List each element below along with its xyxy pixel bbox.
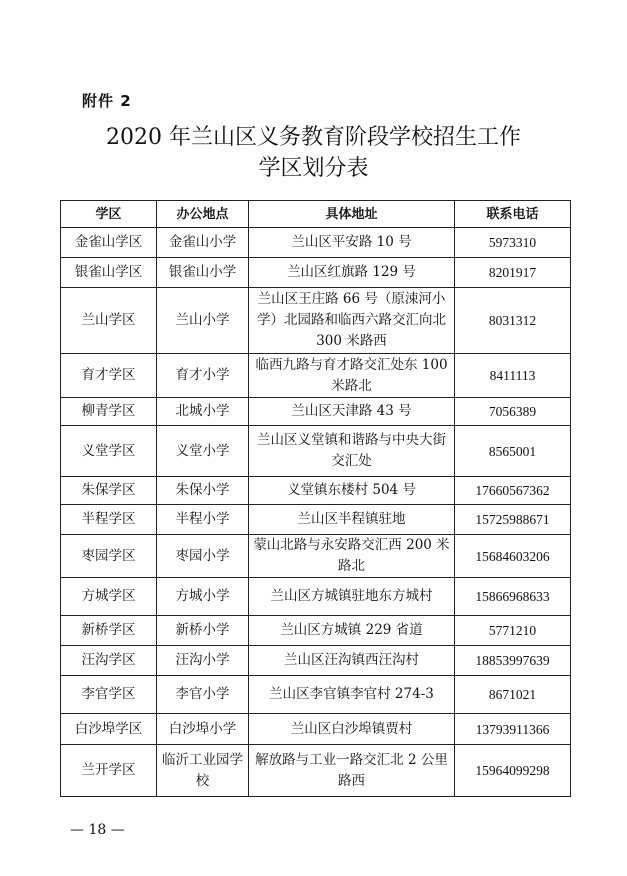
phone-cell: 15964099298 [455, 745, 571, 797]
table-row [61, 258, 571, 288]
table-row [61, 288, 571, 354]
header-phone: 联系电话 [455, 201, 571, 228]
address-cell: 兰山区白沙埠镇贾村 [249, 714, 455, 745]
office-cell: 朱保小学 [157, 477, 249, 505]
address-cell: 蒙山北路与永安路交汇西 200 米路北 [249, 535, 455, 578]
district-cell: 白沙埠学区 [61, 714, 157, 745]
office-cell: 兰山小学 [157, 288, 249, 354]
office-cell: 方城小学 [157, 578, 249, 616]
phone-cell: 18853997639 [455, 646, 571, 676]
address-cell: 兰山区王庄路 66 号（原涑河小学）北园路和临西六路交汇向北 300 米路西 [249, 288, 455, 354]
office-cell: 枣园小学 [157, 535, 249, 578]
phone-cell: 8031312 [455, 288, 571, 354]
header-office: 办公地点 [157, 201, 249, 228]
address-cell: 兰山区方城镇 229 省道 [249, 616, 455, 646]
district-cell: 金雀山学区 [61, 228, 157, 258]
address-cell: 兰山区义堂镇和谐路与中央大街交汇处 [249, 426, 455, 477]
table-row [61, 745, 571, 797]
address-cell: 临西九路与育才路交汇处东 100 米路北 [249, 354, 455, 398]
district-cell: 半程学区 [61, 505, 157, 535]
district-cell: 新桥学区 [61, 616, 157, 646]
table-row [61, 354, 571, 398]
phone-cell: 15684603206 [455, 535, 571, 578]
office-cell: 半程小学 [157, 505, 249, 535]
address-cell: 义堂镇东楼村 504 号 [249, 477, 455, 505]
phone-cell: 8411113 [455, 354, 571, 398]
district-cell: 义堂学区 [61, 426, 157, 477]
address-cell: 兰山区李官镇李官村 274-3 [249, 676, 455, 714]
district-cell: 方城学区 [61, 578, 157, 616]
district-cell: 枣园学区 [61, 535, 157, 578]
table-row [61, 578, 571, 616]
table-header-row [61, 201, 571, 228]
district-cell: 银雀山学区 [61, 258, 157, 288]
phone-cell: 15725988671 [455, 505, 571, 535]
document-title-line-1: 2020 年兰山区义务教育阶段学校招生工作 [106, 125, 521, 150]
phone-cell: 5771210 [455, 616, 571, 646]
address-cell: 解放路与工业一路交汇北 2 公里路西 [249, 745, 455, 797]
office-cell: 李官小学 [157, 676, 249, 714]
district-cell: 汪沟学区 [61, 646, 157, 676]
header-district: 学区 [61, 201, 157, 228]
district-cell: 兰开学区 [61, 745, 157, 797]
phone-cell: 15866968633 [455, 578, 571, 616]
table-row [61, 398, 571, 426]
district-cell: 兰山学区 [61, 288, 157, 354]
address-cell: 兰山区天津路 43 号 [249, 398, 455, 426]
office-cell: 新桥小学 [157, 616, 249, 646]
phone-cell: 17660567362 [455, 477, 571, 505]
office-cell: 临沂工业园学校 [157, 745, 249, 797]
office-cell: 白沙埠小学 [157, 714, 249, 745]
office-cell: 育才小学 [157, 354, 249, 398]
district-cell: 李官学区 [61, 676, 157, 714]
address-cell: 兰山区方城镇驻地东方城村 [249, 578, 455, 616]
header-address: 具体地址 [249, 201, 455, 228]
address-cell: 兰山区红旗路 129 号 [249, 258, 455, 288]
attachment-label: 附件 2 [82, 92, 132, 110]
table-row [61, 228, 571, 258]
school-district-table [60, 200, 571, 797]
phone-cell: 8565001 [455, 426, 571, 477]
address-cell: 兰山区半程镇驻地 [249, 505, 455, 535]
office-cell: 金雀山小学 [157, 228, 249, 258]
table-row [61, 616, 571, 646]
district-cell: 柳青学区 [61, 398, 157, 426]
table-row [61, 535, 571, 578]
table-row [61, 477, 571, 505]
address-cell: 兰山区汪沟镇西汪沟村 [249, 646, 455, 676]
document-title-line-2: 学区划分表 [258, 156, 369, 181]
phone-cell: 8201917 [455, 258, 571, 288]
office-cell: 银雀山小学 [157, 258, 249, 288]
table-row [61, 676, 571, 714]
office-cell: 汪沟小学 [157, 646, 249, 676]
phone-cell: 13793911366 [455, 714, 571, 745]
table-row [61, 426, 571, 477]
phone-cell: 5973310 [455, 228, 571, 258]
address-cell: 兰山区平安路 10 号 [249, 228, 455, 258]
phone-cell: 7056389 [455, 398, 571, 426]
table-row [61, 714, 571, 745]
table-row [61, 646, 571, 676]
office-cell: 北城小学 [157, 398, 249, 426]
phone-cell: 8671021 [455, 676, 571, 714]
office-cell: 义堂小学 [157, 426, 249, 477]
district-cell: 朱保学区 [61, 477, 157, 505]
table-row [61, 505, 571, 535]
district-cell: 育才学区 [61, 354, 157, 398]
page-number: — 18 — [70, 822, 125, 838]
